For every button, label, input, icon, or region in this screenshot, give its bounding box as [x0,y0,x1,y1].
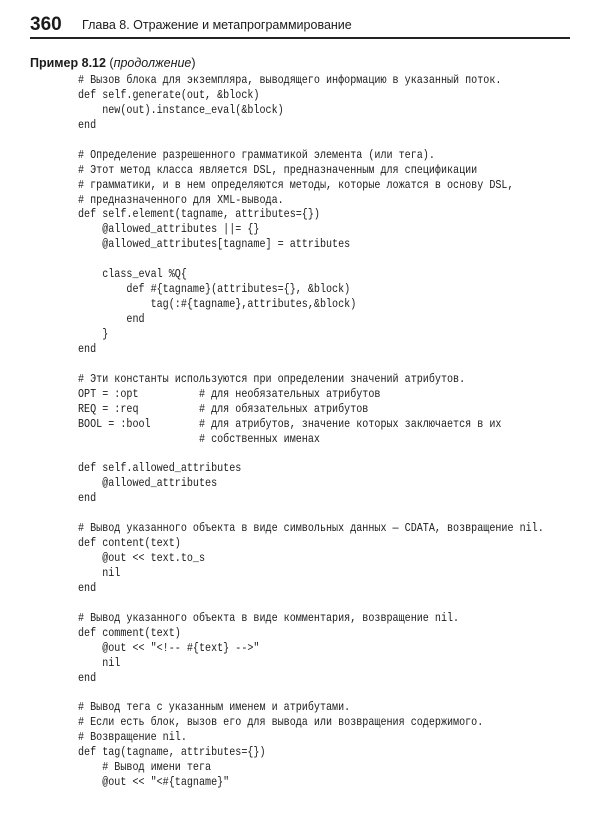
page-number: 360 [30,14,62,35]
code-line: tag(:#{tagname},attributes,&block) [78,297,357,312]
example-note-close: ) [191,56,196,70]
chapter-title: Глава 8. Отражение и метапрограммирование [82,18,352,32]
example-caption [30,56,196,70]
code-line [78,506,599,521]
code-line: # Возвращение nil. [78,730,187,745]
code-line: @allowed_attributes ||= {} [78,222,260,237]
code-line: def tag(tagname, attributes={}) [78,745,266,760]
code-line: # Вывод указанного объекта в виде символьных данных — CDATA, возвращение nil. [78,521,544,536]
code-line [78,596,599,611]
header-rule [30,37,570,39]
code-line [78,252,599,267]
code-line: @allowed_attributes [78,476,218,491]
example-note: продолжение [113,56,192,70]
code-line: # Вывод указанного объекта в виде комментария, возвращение nil. [78,610,460,625]
code-line: nil [78,565,121,580]
code-line: # Эти константы используются при определении значений атрибутов. [78,371,466,386]
code-line: @allowed_attributes[tagname] = attributes [78,237,351,252]
code-line: def #{tagname}(attributes={}, &block) [78,282,351,297]
code-line: # грамматики, и в нем определяются методы, которые ложатся в основу DSL, [78,177,514,192]
code-line: end [78,491,97,506]
code-line: new(out).instance_eval(&block) [78,102,284,117]
example-label: Пример 8.12 [30,56,106,70]
code-line: end [78,312,145,326]
code-line: end [78,341,97,356]
code-line: # собственных именах [78,431,320,446]
code-line: # Вывод имени тега [78,760,212,775]
code-line: nil [78,655,121,670]
code-line: # предназначенного для XML-вывода. [78,192,284,207]
example-note-open: ( [105,56,114,70]
code-line: # Вызов блока для экземпляра, выводящего информацию в указанный поток. [78,73,502,87]
code-line: @out << "<!-- #{text} -->" [78,640,260,655]
code-line [78,133,599,148]
code-line: def comment(text) [78,625,181,640]
code-line: def content(text) [78,536,181,551]
code-listing [78,73,599,790]
code-line [78,357,599,372]
code-line: def self.element(tagname, attributes={}) [78,207,320,222]
code-line: OPT = :opt # для необязательных атрибутов [78,386,381,401]
code-line [78,446,599,461]
code-line: # Если есть блок, вызов его для вывода или возвращения содержимого. [78,715,484,730]
code-line [78,685,599,700]
code-line: end [78,580,97,595]
code-line: end [78,670,97,685]
code-line: # Определение разрешенного грамматикой элемента (или тега). [78,147,435,162]
code-line: class_eval %Q{ [78,267,187,282]
code-line: end [78,117,97,132]
code-line: def self.generate(out, &block) [78,87,260,102]
code-line: } [78,326,109,341]
code-line: BOOL = :bool # для атрибутов, значение которых заключается в их [78,416,502,431]
code-line: REQ = :req # для обязательных атрибутов [78,401,369,416]
code-line: # Вывод тега с указанным именем и атрибутами. [78,700,351,715]
code-line: @out << text.to_s [78,551,206,565]
code-line: @out << "<#{tagname}" [78,775,230,790]
code-line: def self.allowed_attributes [78,461,242,476]
code-line: # Этот метод класса является DSL, предназначенным для спецификации [78,162,478,177]
